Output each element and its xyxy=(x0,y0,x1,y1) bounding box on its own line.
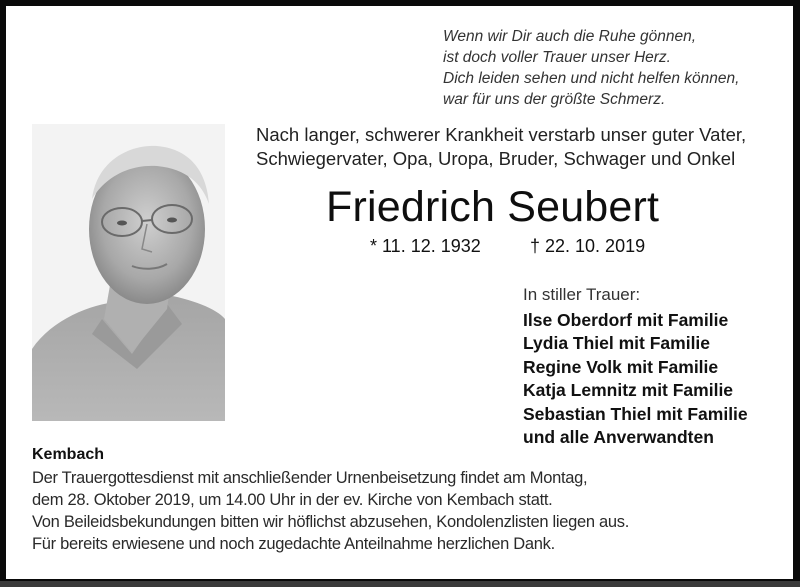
mourners-label: In stiller Trauer: xyxy=(523,285,641,304)
mourner: Lydia Thiel mit Familie xyxy=(523,333,711,353)
deceased-name: Friedrich Seubert xyxy=(326,183,660,231)
portrait-photo xyxy=(32,124,225,421)
mourners-list xyxy=(523,283,748,450)
poem-line: Wenn wir Dir auch die Ruhe gönnen, xyxy=(443,28,697,45)
mourner: Katja Lemnitz mit Familie xyxy=(523,380,734,400)
poem xyxy=(443,26,739,110)
mourner: Sebastian Thiel mit Familie xyxy=(523,403,748,424)
poem-line: Dich leiden sehen und nicht helfen können, xyxy=(443,70,740,87)
service-line: Für bereits erwiesene und noch zugedachte Anteilnahme herzlichen Dank. xyxy=(32,535,555,553)
portrait-image xyxy=(32,124,225,421)
intro-line: Schwiegervater, Opa, Uropa, Bruder, Schwager und Onkel xyxy=(256,148,736,169)
service-text xyxy=(32,467,629,555)
service-line: dem 28. Oktober 2019, um 14.00 Uhr in der ev. Kirche von Kembach statt. xyxy=(32,491,553,509)
intro-line: Nach langer, schwerer Krankheit verstarb unser guter Vater, xyxy=(256,124,747,145)
poem-line: ist doch voller Trauer unser Herz. xyxy=(443,49,671,66)
bottom-border xyxy=(0,581,800,587)
death-date: † 22. 10. 2019 xyxy=(530,236,646,256)
service-line: Von Beileidsbekundungen bitten wir höflichst abzusehen, Kondolenzlisten liegen aus. xyxy=(32,513,630,531)
intro-text xyxy=(256,123,746,171)
service-line: Der Trauergottesdienst mit anschließender Urnenbeisetzung findet am Montag, xyxy=(32,469,588,487)
obituary-card xyxy=(6,6,793,579)
mourner: Regine Volk mit Familie xyxy=(523,356,719,377)
mourner: Ilse Oberdorf mit Familie xyxy=(523,309,729,330)
place-name: Kembach xyxy=(32,446,105,463)
birth-date: * 11. 12. 1932 xyxy=(370,236,481,256)
poem-line: war für uns der größte Schmerz. xyxy=(443,91,666,108)
mourner: und alle Anverwandten xyxy=(523,427,714,447)
